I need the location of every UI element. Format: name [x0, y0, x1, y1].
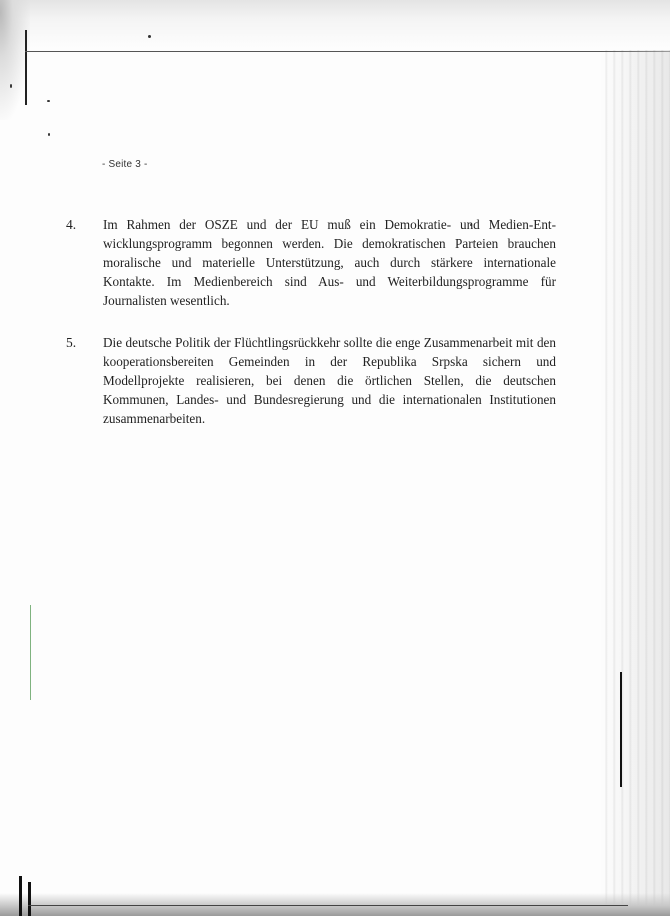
list-item-text: Die deutsche Politik der Flüchtlingsrückkehr sollte die enge Zusammenarbeit mit den kooperationsbereiten Gemeinden in der Republika Srpska sichern und Modellprojekte realisieren, bei denen die örtlichen Stellen, die deutschen Kommunen, Landes- und Bundesregierung und die internationalen Institutionen zusammenarbeiten.: [103, 335, 556, 426]
list-item-number: 5.: [66, 335, 77, 350]
scan-speck: [10, 84, 12, 88]
scan-edge-mark: [25, 30, 27, 105]
scan-speck: [47, 100, 50, 102]
scan-edge-line: [30, 605, 31, 700]
list-item-text: Im Rahmen der OSZE und der EU muß ein Demokratie- und Medien-Entwicklungsprogramm begonnen werden. Die demokratischen Parteien brauchen moralische und materielle Unterstützung, auch durch stärkere internationale Kontakte. Im Medienbereich sind Aus- und Weiterbildungsprogramme für Journalisten wesentlich.: [103, 217, 556, 308]
scan-noise-right: [600, 50, 670, 916]
scan-shadow-top: [0, 0, 670, 48]
scan-edge-line: [25, 51, 670, 52]
list-item-number: 4.: [66, 217, 77, 232]
scan-edge-line: [28, 905, 628, 906]
scan-speck: [48, 133, 50, 136]
page-number: - Seite 3 -: [102, 159, 148, 170]
scan-edge-bar: [620, 672, 622, 787]
scan-edge-mark: [19, 876, 22, 916]
scan-speck: [148, 35, 151, 38]
scan-edge-mark: [28, 882, 31, 916]
